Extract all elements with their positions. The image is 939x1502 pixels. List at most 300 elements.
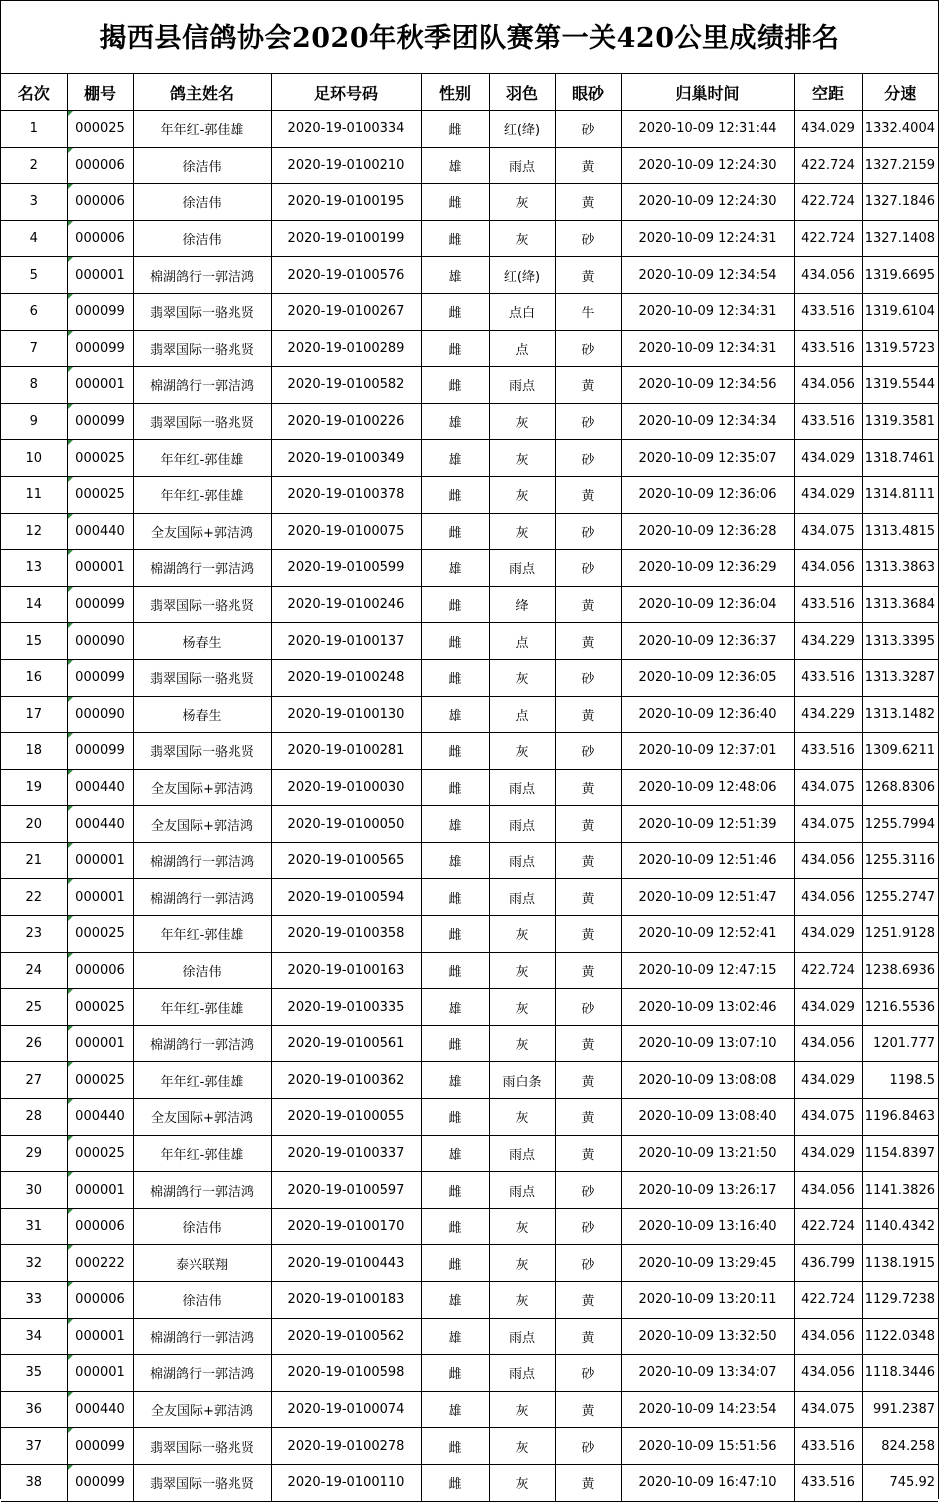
cell-ring-no: 2020-19-0100561 [271, 1025, 421, 1062]
cell-rank: 32 [1, 1245, 67, 1282]
cell-distance: 433.516 [794, 733, 862, 770]
cell-speed: 1313.3684 [862, 586, 938, 623]
cell-feather-color: 灰 [489, 1391, 555, 1428]
cell-speed: 1327.1846 [862, 184, 938, 221]
cell-sex: 雌 [421, 330, 489, 367]
table-row [1, 1318, 938, 1355]
cell-arrival-time: 2020-10-09 16:47:10 [621, 1464, 794, 1501]
cell-rank: 20 [1, 806, 67, 843]
cell-feather-color: 灰 [489, 952, 555, 989]
cell-arrival-time: 2020-10-09 14:23:54 [621, 1391, 794, 1428]
cell-feather-color: 灰 [489, 513, 555, 550]
cell-ring-no: 2020-19-0100565 [271, 842, 421, 879]
cell-arrival-time: 2020-10-09 12:36:06 [621, 476, 794, 513]
cell-feather-color: 红(绛) [489, 257, 555, 294]
cell-arrival-time: 2020-10-09 12:31:44 [621, 111, 794, 148]
cell-sex: 雌 [421, 1099, 489, 1136]
table-row [1, 147, 938, 184]
cell-speed: 1319.5544 [862, 367, 938, 404]
cell-sex: 雌 [421, 659, 489, 696]
cell-owner-name: 翡翠国际一骆兆贤 [133, 403, 271, 440]
cell-distance: 433.516 [794, 293, 862, 330]
table-row [1, 1208, 938, 1245]
cell-ring-no: 2020-19-0100110 [271, 1464, 421, 1501]
cell-speed: 824.258 [862, 1428, 938, 1465]
cell-owner-name: 翡翠国际一骆兆贤 [133, 586, 271, 623]
cell-ring-no: 2020-19-0100226 [271, 403, 421, 440]
cell-sex: 雄 [421, 842, 489, 879]
cell-loft-no: 000001 [67, 1025, 133, 1062]
cell-distance: 434.029 [794, 440, 862, 477]
cell-owner-name: 翡翠国际一骆兆贤 [133, 659, 271, 696]
cell-loft-no: 000099 [67, 1464, 133, 1501]
cell-owner-name: 翡翠国际一骆兆贤 [133, 733, 271, 770]
cell-rank: 5 [1, 257, 67, 294]
cell-eye-sand: 黄 [555, 586, 621, 623]
cell-owner-name: 棉湖鸽行一郭洁鸿 [133, 1355, 271, 1392]
cell-eye-sand: 黄 [555, 1062, 621, 1099]
table-row [1, 550, 938, 587]
table-row [1, 806, 938, 843]
cell-eye-sand: 砂 [555, 989, 621, 1026]
table-row [1, 330, 938, 367]
cell-loft-no: 000025 [67, 989, 133, 1026]
cell-sex: 雌 [421, 586, 489, 623]
cell-feather-color: 雨点 [489, 842, 555, 879]
cell-feather-color: 雨点 [489, 879, 555, 916]
cell-arrival-time: 2020-10-09 12:51:46 [621, 842, 794, 879]
cell-arrival-time: 2020-10-09 13:02:46 [621, 989, 794, 1026]
cell-rank: 8 [1, 367, 67, 404]
cell-sex: 雌 [421, 220, 489, 257]
cell-eye-sand: 砂 [555, 330, 621, 367]
cell-ring-no: 2020-19-0100074 [271, 1391, 421, 1428]
cell-eye-sand: 砂 [555, 550, 621, 587]
cell-eye-sand: 黄 [555, 623, 621, 660]
cell-sex: 雌 [421, 1428, 489, 1465]
cell-loft-no: 000025 [67, 1062, 133, 1099]
cell-loft-no: 000440 [67, 1391, 133, 1428]
cell-arrival-time: 2020-10-09 12:37:01 [621, 733, 794, 770]
cell-loft-no: 000222 [67, 1245, 133, 1282]
cell-arrival-time: 2020-10-09 13:26:17 [621, 1172, 794, 1209]
cell-speed: 1319.5723 [862, 330, 938, 367]
cell-owner-name: 全友国际+郭洁鸿 [133, 769, 271, 806]
cell-rank: 19 [1, 769, 67, 806]
cell-ring-no: 2020-19-0100055 [271, 1099, 421, 1136]
cell-owner-name: 徐洁伟 [133, 1282, 271, 1319]
cell-arrival-time: 2020-10-09 12:24:31 [621, 220, 794, 257]
cell-eye-sand: 牛 [555, 293, 621, 330]
table-row [1, 220, 938, 257]
cell-speed: 1255.3116 [862, 842, 938, 879]
cell-sex: 雄 [421, 440, 489, 477]
cell-ring-no: 2020-19-0100335 [271, 989, 421, 1026]
cell-rank: 6 [1, 293, 67, 330]
cell-arrival-time: 2020-10-09 12:36:29 [621, 550, 794, 587]
cell-owner-name: 徐洁伟 [133, 147, 271, 184]
cell-feather-color: 雨点 [489, 769, 555, 806]
cell-ring-no: 2020-19-0100075 [271, 513, 421, 550]
cell-eye-sand: 黄 [555, 367, 621, 404]
cell-speed: 1255.2747 [862, 879, 938, 916]
cell-arrival-time: 2020-10-09 12:36:40 [621, 696, 794, 733]
table-row [1, 1282, 938, 1319]
cell-sex: 雌 [421, 1172, 489, 1209]
cell-distance: 433.516 [794, 403, 862, 440]
cell-sex: 雌 [421, 367, 489, 404]
cell-ring-no: 2020-19-0100599 [271, 550, 421, 587]
cell-loft-no: 000025 [67, 111, 133, 148]
cell-ring-no: 2020-19-0100349 [271, 440, 421, 477]
cell-sex: 雄 [421, 806, 489, 843]
cell-loft-no: 000099 [67, 586, 133, 623]
cell-distance: 434.029 [794, 476, 862, 513]
table-row [1, 586, 938, 623]
cell-distance: 434.075 [794, 1099, 862, 1136]
cell-rank: 17 [1, 696, 67, 733]
cell-sex: 雄 [421, 550, 489, 587]
cell-feather-color: 灰 [489, 989, 555, 1026]
cell-arrival-time: 2020-10-09 12:51:39 [621, 806, 794, 843]
cell-distance: 436.799 [794, 1245, 862, 1282]
cell-feather-color: 灰 [489, 1208, 555, 1245]
cell-feather-color: 灰 [489, 1282, 555, 1319]
cell-owner-name: 棉湖鸽行一郭洁鸿 [133, 879, 271, 916]
header-distance: 空距 [794, 74, 862, 111]
cell-arrival-time: 2020-10-09 12:34:34 [621, 403, 794, 440]
cell-loft-no: 000025 [67, 476, 133, 513]
cell-arrival-time: 2020-10-09 12:36:37 [621, 623, 794, 660]
table-body [1, 111, 938, 1502]
cell-loft-no: 000006 [67, 1282, 133, 1319]
cell-feather-color: 点 [489, 623, 555, 660]
cell-ring-no: 2020-19-0100170 [271, 1208, 421, 1245]
cell-speed: 1332.4004 [862, 111, 938, 148]
cell-owner-name: 全友国际+郭洁鸿 [133, 806, 271, 843]
cell-sex: 雄 [421, 1135, 489, 1172]
cell-eye-sand: 黄 [555, 1025, 621, 1062]
cell-loft-no: 000099 [67, 330, 133, 367]
cell-rank: 34 [1, 1318, 67, 1355]
cell-feather-color: 灰 [489, 1245, 555, 1282]
page-title: 揭西县信鸽协会2020年秋季团队赛第一关420公里成绩排名 [1, 1, 938, 74]
cell-ring-no: 2020-19-0100378 [271, 476, 421, 513]
cell-sex: 雄 [421, 147, 489, 184]
cell-rank: 33 [1, 1282, 67, 1319]
cell-feather-color: 点 [489, 330, 555, 367]
cell-speed: 1196.8463 [862, 1099, 938, 1136]
cell-feather-color: 灰 [489, 184, 555, 221]
cell-feather-color: 灰 [489, 1099, 555, 1136]
cell-loft-no: 000001 [67, 1355, 133, 1392]
cell-sex: 雌 [421, 293, 489, 330]
cell-rank: 2 [1, 147, 67, 184]
cell-feather-color: 雨白条 [489, 1062, 555, 1099]
cell-speed: 1201.777 [862, 1025, 938, 1062]
cell-sex: 雌 [421, 111, 489, 148]
cell-rank: 36 [1, 1391, 67, 1428]
cell-owner-name: 棉湖鸽行一郭洁鸿 [133, 1172, 271, 1209]
cell-rank: 30 [1, 1172, 67, 1209]
table-row [1, 952, 938, 989]
header-row [1, 74, 938, 111]
cell-distance: 433.516 [794, 330, 862, 367]
table-row [1, 1062, 938, 1099]
cell-distance: 422.724 [794, 184, 862, 221]
cell-owner-name: 杨春生 [133, 623, 271, 660]
cell-rank: 27 [1, 1062, 67, 1099]
cell-owner-name: 年年红-郭佳雄 [133, 1135, 271, 1172]
cell-feather-color: 灰 [489, 659, 555, 696]
cell-arrival-time: 2020-10-09 12:34:54 [621, 257, 794, 294]
cell-distance: 434.056 [794, 257, 862, 294]
cell-arrival-time: 2020-10-09 12:36:04 [621, 586, 794, 623]
header-feather-color: 羽色 [489, 74, 555, 111]
cell-distance: 434.075 [794, 769, 862, 806]
results-table [1, 74, 938, 1502]
cell-eye-sand: 黄 [555, 1135, 621, 1172]
cell-ring-no: 2020-19-0100030 [271, 769, 421, 806]
cell-speed: 1314.8111 [862, 476, 938, 513]
cell-eye-sand: 黄 [555, 1282, 621, 1319]
cell-distance: 434.075 [794, 513, 862, 550]
cell-ring-no: 2020-19-0100582 [271, 367, 421, 404]
cell-owner-name: 徐洁伟 [133, 220, 271, 257]
table-row [1, 1428, 938, 1465]
cell-arrival-time: 2020-10-09 12:48:06 [621, 769, 794, 806]
cell-loft-no: 000099 [67, 1428, 133, 1465]
cell-sex: 雌 [421, 733, 489, 770]
cell-rank: 38 [1, 1464, 67, 1501]
cell-feather-color: 灰 [489, 220, 555, 257]
cell-loft-no: 000001 [67, 842, 133, 879]
cell-eye-sand: 砂 [555, 513, 621, 550]
cell-sex: 雄 [421, 403, 489, 440]
cell-distance: 434.056 [794, 1318, 862, 1355]
cell-ring-no: 2020-19-0100267 [271, 293, 421, 330]
cell-loft-no: 000001 [67, 550, 133, 587]
cell-eye-sand: 砂 [555, 1245, 621, 1282]
cell-loft-no: 000001 [67, 1172, 133, 1209]
cell-eye-sand: 黄 [555, 1318, 621, 1355]
cell-rank: 18 [1, 733, 67, 770]
cell-ring-no: 2020-19-0100443 [271, 1245, 421, 1282]
cell-sex: 雌 [421, 1208, 489, 1245]
cell-feather-color: 点 [489, 696, 555, 733]
cell-feather-color: 雨点 [489, 367, 555, 404]
cell-feather-color: 绛 [489, 586, 555, 623]
table-row [1, 1391, 938, 1428]
header-ring-no: 足环号码 [271, 74, 421, 111]
cell-rank: 37 [1, 1428, 67, 1465]
header-speed: 分速 [862, 74, 938, 111]
cell-speed: 1313.3287 [862, 659, 938, 696]
cell-eye-sand: 黄 [555, 769, 621, 806]
cell-owner-name: 全友国际+郭洁鸿 [133, 513, 271, 550]
table-row [1, 440, 938, 477]
table-row [1, 184, 938, 221]
cell-arrival-time: 2020-10-09 13:08:08 [621, 1062, 794, 1099]
cell-distance: 434.029 [794, 1135, 862, 1172]
cell-ring-no: 2020-19-0100278 [271, 1428, 421, 1465]
cell-distance: 434.229 [794, 623, 862, 660]
cell-speed: 1319.6104 [862, 293, 938, 330]
cell-rank: 29 [1, 1135, 67, 1172]
cell-rank: 35 [1, 1355, 67, 1392]
cell-sex: 雌 [421, 769, 489, 806]
cell-owner-name: 棉湖鸽行一郭洁鸿 [133, 367, 271, 404]
cell-ring-no: 2020-19-0100210 [271, 147, 421, 184]
cell-distance: 422.724 [794, 147, 862, 184]
cell-eye-sand: 黄 [555, 952, 621, 989]
table-row [1, 293, 938, 330]
table-row [1, 1025, 938, 1062]
cell-arrival-time: 2020-10-09 15:51:56 [621, 1428, 794, 1465]
cell-sex: 雄 [421, 1391, 489, 1428]
cell-eye-sand: 砂 [555, 220, 621, 257]
cell-loft-no: 000440 [67, 769, 133, 806]
table-row [1, 1099, 938, 1136]
cell-eye-sand: 黄 [555, 842, 621, 879]
header-eye-sand: 眼砂 [555, 74, 621, 111]
table-row [1, 842, 938, 879]
cell-arrival-time: 2020-10-09 13:16:40 [621, 1208, 794, 1245]
cell-sex: 雌 [421, 513, 489, 550]
cell-sex: 雄 [421, 1282, 489, 1319]
cell-feather-color: 雨点 [489, 1172, 555, 1209]
cell-loft-no: 000006 [67, 220, 133, 257]
cell-speed: 1138.1915 [862, 1245, 938, 1282]
cell-ring-no: 2020-19-0100281 [271, 733, 421, 770]
cell-arrival-time: 2020-10-09 12:34:56 [621, 367, 794, 404]
cell-arrival-time: 2020-10-09 12:47:15 [621, 952, 794, 989]
table-row [1, 989, 938, 1026]
cell-distance: 433.516 [794, 659, 862, 696]
cell-ring-no: 2020-19-0100576 [271, 257, 421, 294]
cell-owner-name: 年年红-郭佳雄 [133, 989, 271, 1026]
cell-sex: 雌 [421, 623, 489, 660]
cell-distance: 434.075 [794, 806, 862, 843]
cell-rank: 13 [1, 550, 67, 587]
table-row [1, 1172, 938, 1209]
cell-ring-no: 2020-19-0100163 [271, 952, 421, 989]
cell-rank: 14 [1, 586, 67, 623]
cell-rank: 22 [1, 879, 67, 916]
cell-rank: 21 [1, 842, 67, 879]
cell-eye-sand: 黄 [555, 1464, 621, 1501]
cell-arrival-time: 2020-10-09 12:36:28 [621, 513, 794, 550]
table-row [1, 769, 938, 806]
cell-sex: 雌 [421, 476, 489, 513]
cell-loft-no: 000440 [67, 1099, 133, 1136]
cell-feather-color: 红(绛) [489, 111, 555, 148]
cell-ring-no: 2020-19-0100597 [271, 1172, 421, 1209]
cell-feather-color: 雨点 [489, 1355, 555, 1392]
cell-ring-no: 2020-19-0100598 [271, 1355, 421, 1392]
cell-speed: 1141.3826 [862, 1172, 938, 1209]
cell-loft-no: 000001 [67, 257, 133, 294]
cell-arrival-time: 2020-10-09 13:34:07 [621, 1355, 794, 1392]
cell-owner-name: 徐洁伟 [133, 952, 271, 989]
cell-loft-no: 000001 [67, 367, 133, 404]
table-row [1, 1464, 938, 1501]
cell-distance: 434.229 [794, 696, 862, 733]
cell-arrival-time: 2020-10-09 12:52:41 [621, 916, 794, 953]
cell-distance: 434.056 [794, 842, 862, 879]
cell-distance: 433.516 [794, 1428, 862, 1465]
cell-speed: 1154.8397 [862, 1135, 938, 1172]
cell-eye-sand: 黄 [555, 147, 621, 184]
cell-distance: 434.056 [794, 1025, 862, 1062]
header-rank: 名次 [1, 74, 67, 111]
cell-ring-no: 2020-19-0100358 [271, 916, 421, 953]
cell-loft-no: 000090 [67, 696, 133, 733]
cell-owner-name: 杨春生 [133, 696, 271, 733]
table-row [1, 257, 938, 294]
cell-distance: 434.029 [794, 989, 862, 1026]
cell-rank: 24 [1, 952, 67, 989]
cell-loft-no: 000006 [67, 147, 133, 184]
cell-eye-sand: 砂 [555, 733, 621, 770]
cell-arrival-time: 2020-10-09 12:24:30 [621, 147, 794, 184]
table-row [1, 916, 938, 953]
cell-loft-no: 000099 [67, 733, 133, 770]
cell-distance: 434.029 [794, 916, 862, 953]
cell-speed: 1255.7994 [862, 806, 938, 843]
cell-owner-name: 全友国际+郭洁鸿 [133, 1391, 271, 1428]
cell-owner-name: 棉湖鸽行一郭洁鸿 [133, 1318, 271, 1355]
table-row [1, 659, 938, 696]
cell-loft-no: 000006 [67, 952, 133, 989]
cell-arrival-time: 2020-10-09 12:35:07 [621, 440, 794, 477]
cell-rank: 4 [1, 220, 67, 257]
cell-distance: 422.724 [794, 1208, 862, 1245]
cell-loft-no: 000440 [67, 806, 133, 843]
cell-owner-name: 翡翠国际一骆兆贤 [133, 293, 271, 330]
cell-distance: 433.516 [794, 1464, 862, 1501]
cell-feather-color: 灰 [489, 1428, 555, 1465]
cell-speed: 1318.7461 [862, 440, 938, 477]
cell-ring-no: 2020-19-0100362 [271, 1062, 421, 1099]
header-sex: 性别 [421, 74, 489, 111]
table-row [1, 476, 938, 513]
table-row [1, 879, 938, 916]
cell-distance: 422.724 [794, 1282, 862, 1319]
cell-loft-no: 000099 [67, 293, 133, 330]
cell-owner-name: 泰兴联翔 [133, 1245, 271, 1282]
cell-rank: 9 [1, 403, 67, 440]
cell-rank: 16 [1, 659, 67, 696]
cell-feather-color: 雨点 [489, 147, 555, 184]
cell-owner-name: 翡翠国际一骆兆贤 [133, 330, 271, 367]
cell-loft-no: 000025 [67, 440, 133, 477]
cell-feather-color: 点白 [489, 293, 555, 330]
cell-rank: 11 [1, 476, 67, 513]
cell-eye-sand: 黄 [555, 1391, 621, 1428]
cell-speed: 1122.0348 [862, 1318, 938, 1355]
cell-feather-color: 灰 [489, 916, 555, 953]
header-owner-name: 鸽主姓名 [133, 74, 271, 111]
cell-arrival-time: 2020-10-09 12:51:47 [621, 879, 794, 916]
cell-speed: 1313.1482 [862, 696, 938, 733]
cell-eye-sand: 黄 [555, 476, 621, 513]
table-row [1, 403, 938, 440]
cell-distance: 434.056 [794, 367, 862, 404]
cell-sex: 雌 [421, 1355, 489, 1392]
cell-feather-color: 灰 [489, 1464, 555, 1501]
cell-feather-color: 雨点 [489, 1135, 555, 1172]
